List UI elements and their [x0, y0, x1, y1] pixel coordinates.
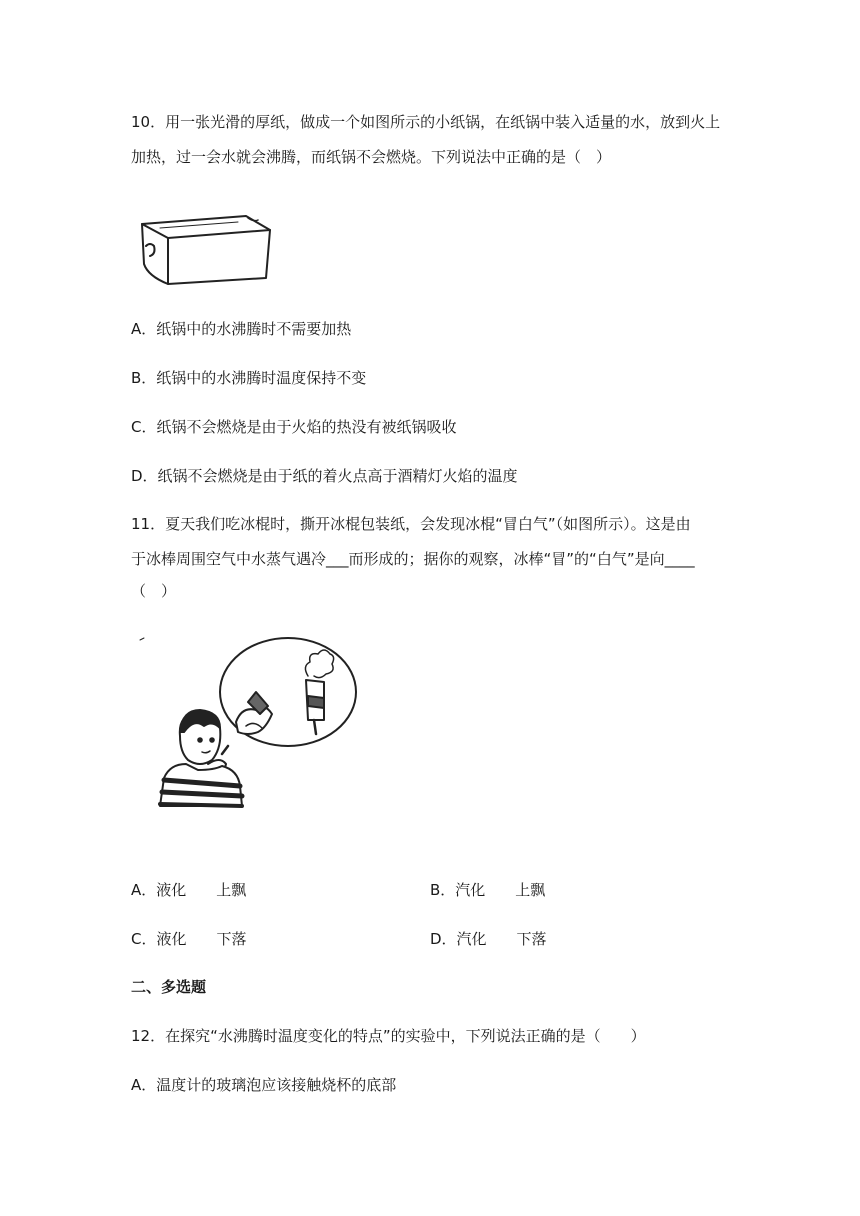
paper-pot-figure — [138, 208, 273, 288]
q10-option-c: C．纸锅不会燃烧是由于火焰的热没有被纸锅吸收 — [131, 418, 457, 436]
q11-option-b: B．汽化 上飘 — [430, 881, 546, 899]
q10-stem-line-1: 10．用一张光滑的厚纸，做成一个如图所示的小纸锅，在纸锅中装入适量的水，放到火上 — [131, 113, 721, 131]
q11-option-a: A．液化 上飘 — [131, 881, 247, 899]
boy-eating-ice-pop-figure — [138, 636, 363, 811]
q11-stem-line-2: 于冰棒周围空气中水蒸气遇冷___而形成的；据你的观察，冰棒“冒”的“白气”是向____ — [131, 550, 695, 568]
section-title-multiple-choice: 二、多选题 — [131, 978, 207, 996]
q10-stem-line-2: 加热，过一会水就会沸腾，而纸锅不会燃烧。下列说法中正确的是（ ） — [131, 148, 612, 166]
q11-option-c: C．液化 下落 — [131, 930, 247, 948]
q11-stem-line-1: 11．夏天我们吃冰棍时，撕开冰棍包装纸，会发现冰棍“冒白气”（如图所示）。这是由 — [131, 515, 691, 533]
q10-option-d: D．纸锅不会燃烧是由于纸的着火点高于酒精灯火焰的温度 — [131, 467, 518, 485]
q10-option-a: A．纸锅中的水沸腾时不需要加热 — [131, 320, 352, 338]
q12-stem-line-1: 12．在探究“水沸腾时温度变化的特点”的实验中，下列说法正确的是（ ） — [131, 1027, 646, 1045]
q10-option-b: B．纸锅中的水沸腾时温度保持不变 — [131, 369, 367, 387]
q12-option-a: A．温度计的玻璃泡应该接触烧杯的底部 — [131, 1076, 397, 1094]
q11-option-d: D．汽化 下落 — [430, 930, 547, 948]
q11-stem-line-3: （ ） — [131, 582, 177, 600]
